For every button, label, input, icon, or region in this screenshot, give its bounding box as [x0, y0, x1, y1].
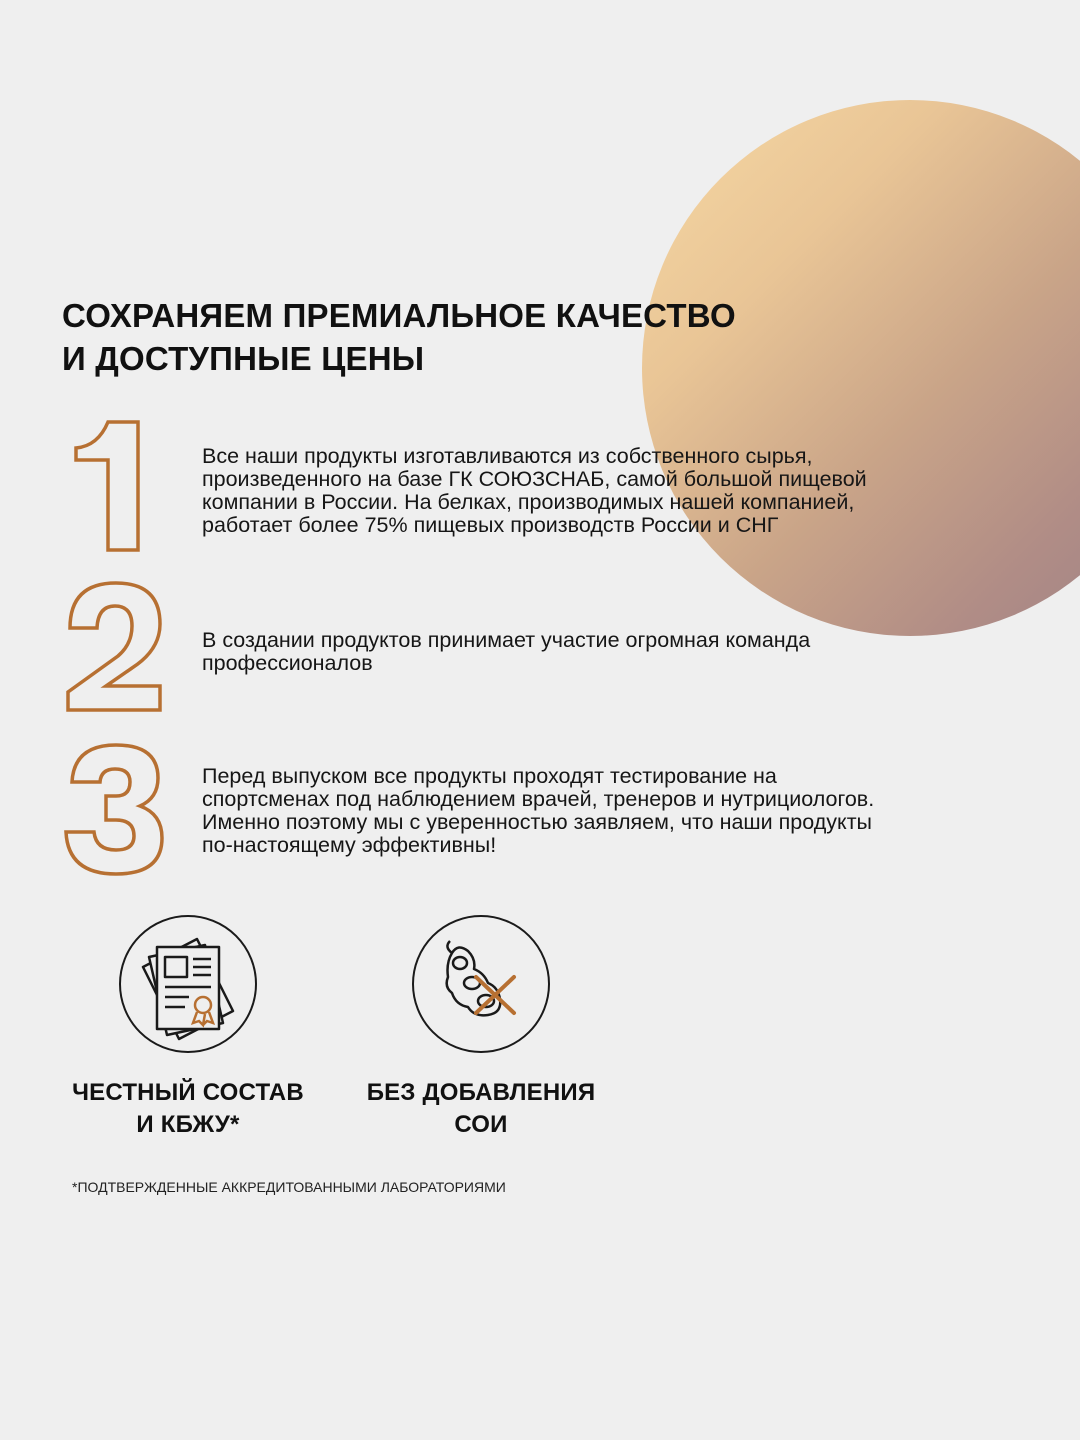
step-2-text-line: В создании продуктов принимает участие огромная команда [202, 628, 811, 652]
feature-label-line: БЕЗ ДОБАВЛЕНИЯ [366, 1079, 596, 1106]
feature-icon-circle [412, 915, 550, 1053]
step-2-text-line: профессионалов [202, 651, 373, 675]
step-number-2 [60, 580, 170, 715]
feature-label-line: И КБЖУ* [136, 1111, 240, 1138]
feature-label [343, 1077, 619, 1141]
step-number-3 [60, 742, 170, 877]
footnote: *ПОДТВЕРЖДЕННЫЕ АККРЕДИТОВАННЫМИ ЛАБОРАТОРИЯМИ [72, 1179, 506, 1195]
step-1-text [202, 445, 1042, 537]
page-title-line-2: И ДОСТУПНЫЕ ЦЕНЫ [62, 340, 425, 377]
step-number-1 [60, 420, 170, 555]
certificate-icon [121, 917, 255, 1051]
step-3-text-line: спортсменах под наблюдением врачей, тренеров и нутрициологов. [202, 787, 875, 811]
feature-icon-circle [119, 915, 257, 1053]
step-3-text-line: по-настоящему эффективны! [202, 833, 497, 857]
step-3-text-line: Перед выпуском все продукты проходят тестирование на [202, 764, 777, 788]
feature-honest-composition [50, 915, 326, 1141]
page-title [62, 294, 736, 380]
step-1-text-line: компании в России. На белках, производимых нашей компанией, [202, 490, 855, 514]
step-1-text-line: произведенного на базе ГК СОЮЗСНАБ, самой большой пищевой [202, 467, 867, 491]
step-3-text [202, 765, 1042, 857]
feature-no-soy [343, 915, 619, 1141]
feature-label-line: СОИ [454, 1111, 508, 1138]
feature-label-line: ЧЕСТНЫЙ СОСТАВ [72, 1079, 304, 1106]
page-title-line-1: СОХРАНЯЕМ ПРЕМИАЛЬНОЕ КАЧЕСТВО [62, 297, 736, 334]
step-3-text-line: Именно поэтому мы с уверенностью заявляем, что наши продукты [202, 810, 872, 834]
step-1-text-line: Все наши продукты изготавливаются из собственного сырья, [202, 444, 813, 468]
no-soy-icon [414, 917, 548, 1051]
step-2-text [202, 629, 1042, 675]
step-1-text-line: работает более 75% пищевых производств России и СНГ [202, 513, 779, 537]
feature-label [50, 1077, 326, 1141]
